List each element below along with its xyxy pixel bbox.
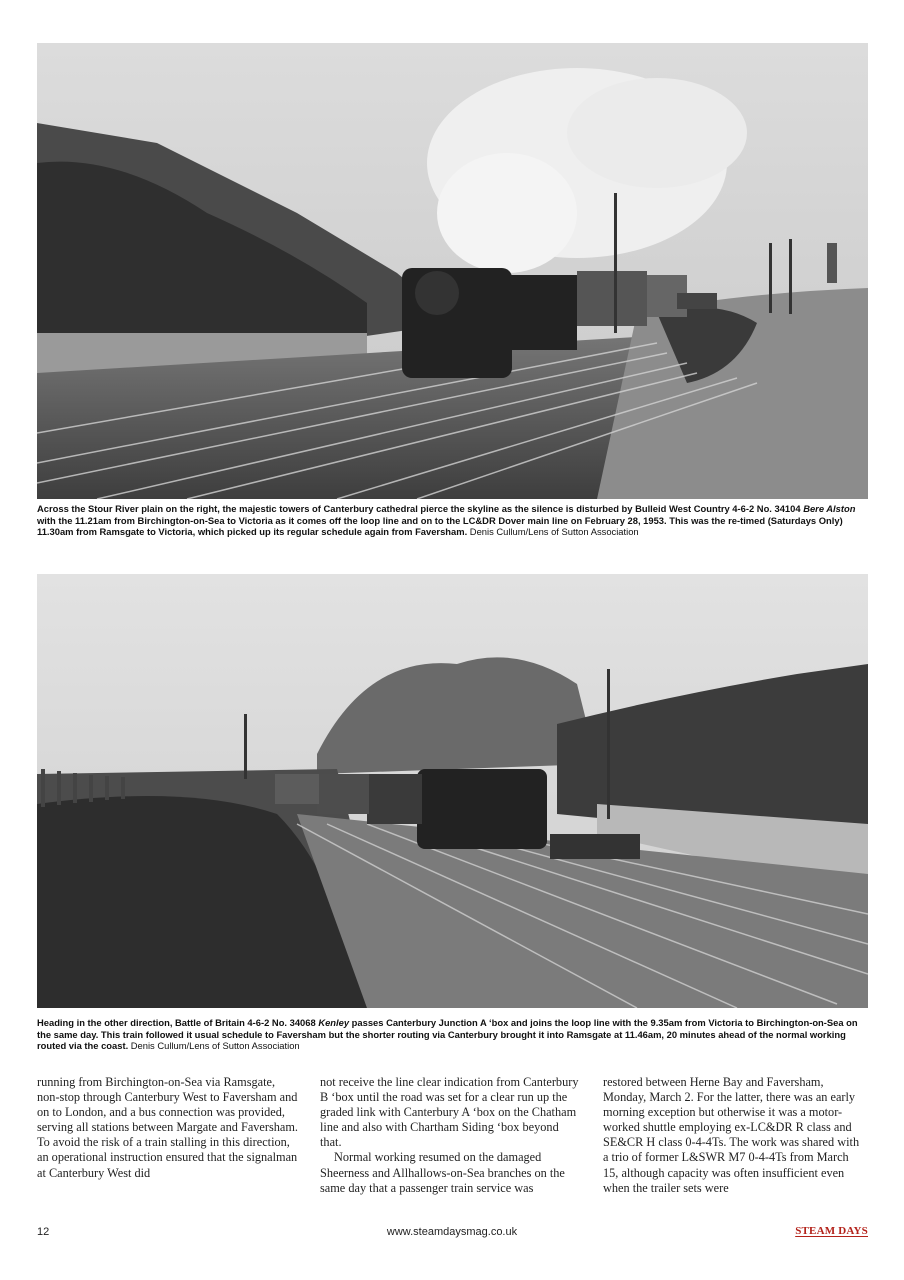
caption-text: Heading in the other direction, Battle of Britain 4-6-2 No. 34068 (37, 1017, 319, 1028)
locomotive-name: Bere Alston (803, 503, 856, 514)
photo-top (37, 43, 868, 499)
body-column-3 (603, 1075, 866, 1196)
caption-text: Across the Stour River plain on the right, the majestic towers of Canterbury cathedral pierce the skyline as the silence is disturbed by Bulleid West Country 4-6-2 No. 34104 (37, 503, 804, 514)
photo-bottom-image (37, 574, 868, 1008)
body-paragraph: running from Birchington-on-Sea via Ramsgate, non-stop through Canterbury West to Faversham and on to London, and a bus connection was provided, serving all stations between Margate and Faversham. To avoid the risk of a train stalling in this direction, an operational instruction ensured that the signalman at Canterbury West did (37, 1075, 299, 1180)
body-column-2 (320, 1075, 583, 1196)
photo-top-image (37, 43, 868, 499)
photo-top-caption (37, 503, 868, 538)
locomotive-name: Kenley (318, 1017, 350, 1028)
photo-bottom-caption (37, 1017, 868, 1052)
photo-credit: Denis Cullum/Lens of Sutton Association (128, 1040, 300, 1052)
body-paragraph: restored between Herne Bay and Faversham, Monday, March 2. For the latter, there was an early morning exception but otherwise it was a motor-worked shuttle employing ex-LC&DR R class and SE&CR H class 0-4-4Ts. The work was shared with a trio of former L&SWR M7 0-4-4Ts from March 15, although capacity was often insufficient even when the trailer sets were (603, 1075, 860, 1195)
caption-text: with the 11.21am from Birchington-on-Sea to Victoria as it comes off the loop line and on to the LC&DR Dover main line on February 28, 1953. This was the re-timed (Saturdays Only) 11.30am from Ramsgate to Victoria, which picked up its regular schedule again from Faversham. (37, 514, 843, 538)
photo-bottom (37, 574, 868, 1008)
body-paragraph: Normal working resumed on the damaged Sheerness and Allhallows-on-Sea branches on the same day that a passenger train service was (320, 1150, 565, 1195)
body-column-1 (37, 1075, 300, 1181)
caption-text: passes Canterbury Junction A ‘box and joins the loop line with the 9.35am from Victoria to Birchington-on-Sea on the same day. This train followed it usual schedule to Faversham but the shorter routing via Canterbury brought it into Ramsgate at 11.46am, 20 minutes ahead of the normal working routed via the coast. (37, 1017, 858, 1052)
photo-credit: Denis Cullum/Lens of Sutton Association (467, 526, 639, 538)
body-paragraph: not receive the line clear indication from Canterbury B ‘box until the road was set for a clear run up the graded link with Canterbury A ‘box on the Chatham line and also with Chartham Siding ‘box beyond that. (320, 1075, 579, 1150)
page-number: 12 (37, 1226, 50, 1238)
footer-url[interactable]: www.steamdaysmag.co.uk (386, 1226, 518, 1238)
brand-logo: STEAM DAYS (795, 1225, 868, 1237)
